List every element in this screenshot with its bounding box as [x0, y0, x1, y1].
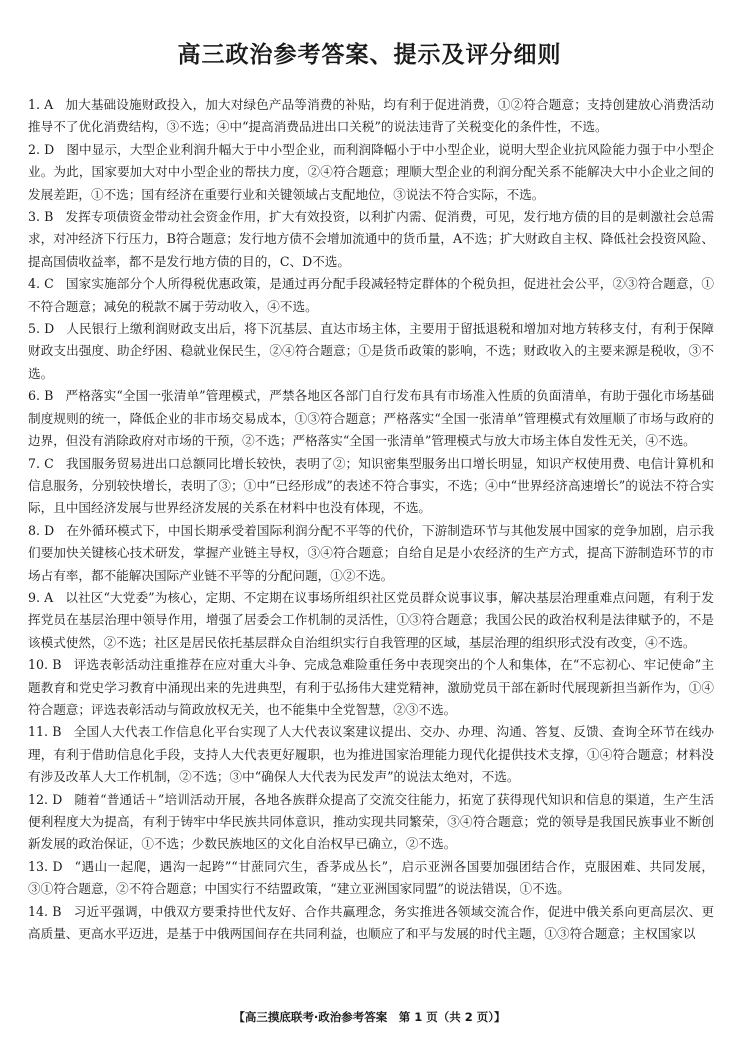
answer-number: 1. A: [28, 97, 54, 112]
answer-explanation: 随着“普通话＋”培训活动开展，各地各族群众提高了交流交往能力，拓宽了获得现代知识和信息的渠道，生产生活便利程度大为提高，有利于铸牢中华民族共同体意识，推动实现共同繁荣，③④符合题意；党的领导是我国民族事业不断创新发展的政治保证，①不选；少数民族地区的文化自治权早已确立，②不选。: [28, 791, 714, 852]
answer-number: 8. D: [28, 522, 55, 538]
answer-number: 2. D: [28, 141, 55, 157]
answer-explanation: 严格落实“全国一张清单”管理模式，严禁各地区各部门自行发布具有市场准入性质的负面清单，有助于强化市场基础制度规则的统一，降低企业的非市场交易成本，①③符合题意；严格落实“全国一张清单”管理模式有效厘顺了市场与政府的边界，但没有消除政府对市场的干预，②不选；严格落实“全国一张清单”管理模式与放大市场主体自发性无关，④不选。: [28, 388, 714, 449]
answer-explanation: 国家实施部分个人所得税优惠政策，是通过再分配手段减轻特定群体的个税负担，促进社会公平，②③符合题意，①不符合题意；减免的税款不属于劳动收入，④不选。: [28, 276, 715, 314]
answer-explanation: 图中显示，大型企业利润升幅大于中小型企业，而利润降幅小于中小型企业，说明大型企业抗风险能力强于中小型企业。为此，国家要加大对中小型企业的帮扶力度，②④符合题意；理顺大型企业的利润分配关系不能解决大中小企业之间的发展差距，①不选；国有经济在重要行业和关键领域占支配地位，③说法不符合实际，不选。: [28, 141, 715, 202]
page-footer: 【高三摸底联考·政治参考答案 第 1 页（共 2 页）】: [233, 1010, 506, 1024]
answer-explanation: “遇山一起爬，遇沟一起跨”“甘蔗同穴生，香茅成丛长”，启示亚洲各国要加强团结合作，克服困难、共同发展，③①符合题意，②不符合题意；中国实行不结盟政策，“建立亚洲国家同盟”的说法错误，①不选。: [28, 858, 714, 897]
answer-item: [28, 587, 714, 654]
answer-explanation: 以社区“大党委”为核心，定期、不定期在议事场所组织社区党员群众说事议事，解决基层治理重难点问题，有利于发挥党员在基层治理中领导作用，增强了居委会工作机制的灵活性，①③符合题意；我国公民的政治权利是法律赋予的，不是该模式使然，②不选；社区是居民依托基层群众自治组织实行自我管理的区域，基层治理的组织形式没有改变，④不选。: [28, 589, 714, 650]
answer-explanation: 我国服务贸易进出口总额同比增长较快，表明了②；知识密集型服务出口增长明显，知识产权使用费、电信计算机和信息服务，分别较快增长，表明了③；①中“已经形成”的表述不符合事实，不选；④中“世界经济高速增长”的说法不符合实际，且中国经济发展与世界经济发展的关系在材料中也没有体现，不选。: [28, 455, 715, 516]
answer-item: [28, 901, 714, 946]
answer-item: [28, 721, 714, 788]
answer-number: 10. B: [28, 657, 62, 673]
answer-explanation: 发挥专项债资金带动社会资金作用，扩大有效投资，以利扩内需、促消费，可见，发行地方债的目的是刺激社会总需求，对冲经济下行压力，B符合题意；发行地方债不会增加流通中的货币量，A不选；扩大财政自主权、降低社会投资风险、提高国债收益率，都不是发行地方债的目的，C、D不选。: [28, 209, 715, 269]
answer-item: [28, 856, 714, 901]
answer-list: [28, 94, 714, 945]
answer-number: 3. B: [28, 209, 54, 225]
answer-number: 4. C: [28, 276, 54, 292]
answer-item: [28, 206, 714, 273]
answer-explanation: 在外循环模式下，中国长期承受着国际利润分配不平等的代价，下游制造环节与其他发展中国家的竞争加剧，启示我们要加快关键核心技术研发，掌握产业链主导权，③④符合题意；自给自足是小农经济的生产方式，提高下游制造环节的市场占有率，都不能解决国际产业链不平等的分配问题，①②不选。: [28, 522, 715, 583]
answer-explanation: 全国人大代表工作信息化平台实现了人大代表议案建议提出、交办、办理、沟通、答复、反馈、查询全环节在线办理，有利于借助信息化手段，支持人大代表更好履职，也为推进国家治理能力现代化提供技术支撑，①④符合题意；材料没有涉及改革人大工作机制，②不选；③中“确保人大代表为民发声”的说法太绝对，不选。: [28, 724, 715, 785]
answer-explanation: 习近平强调，中俄双方要秉持世代友好、合作共赢理念，务实推进各领域交流合作，促进中俄关系向更高层次、更高质量、更高水平迈进，是基于中俄两国间存在共同利益，也顺应了和平与发展的时代主题，①③符合题意；主权国家以: [28, 903, 715, 942]
answer-item: [28, 654, 714, 721]
answer-explanation: 人民银行上缴利润财政支出后，将下沉基层、直达市场主体，主要用于留抵退税和增加对地方转移支付，有利于保障财政支出强度、助企纾困、稳就业保民生，②④符合题意；①是货币政策的影响，不选；财政收入的主要来源是税收，③不选。: [28, 321, 715, 381]
answer-number: 7. C: [28, 455, 54, 471]
answer-number: 11. B: [28, 724, 62, 740]
answer-number: 12. D: [28, 791, 63, 807]
answer-number: 13. D: [28, 858, 63, 874]
answer-number: 6. B: [28, 388, 54, 404]
answer-explanation: 评选表彰活动注重推荐在应对重大斗争、完成急难险重任务中表现突出的个人和集体，在“不忘初心、牢记使命”主题教育和党史学习教育中涌现出来的先进典型，有利于弘扬伟大建党精神，激励党员干部在新时代展现新担当新作为，①④符合题意；评选表彰活动与简政放权无关，也不能集中全党智慧，②③不选。: [28, 657, 714, 717]
answer-item: [28, 318, 714, 385]
answer-number: 5. D: [28, 321, 55, 337]
answer-item: [28, 273, 714, 318]
answer-item: [28, 520, 714, 587]
answer-number: 14. B: [28, 903, 62, 919]
answer-item: [28, 453, 714, 520]
answer-item: [28, 385, 714, 452]
answer-item: [28, 94, 714, 139]
answer-explanation: 加大基础设施财政投入，加大对绿色产品等消费的补贴，均有利于促进消费，①②符合题意；支持创建放心消费活动推导不了优化消费结构，③不选；④中“提高消费品进出口关税”的说法违背了关税变化的条件性，不选。: [28, 97, 714, 135]
page-title: 高三政治参考答案、提示及评分细则: [177, 42, 562, 68]
answer-item: [28, 139, 714, 206]
answer-item: [28, 789, 714, 856]
answer-number: 9. A: [28, 589, 54, 605]
